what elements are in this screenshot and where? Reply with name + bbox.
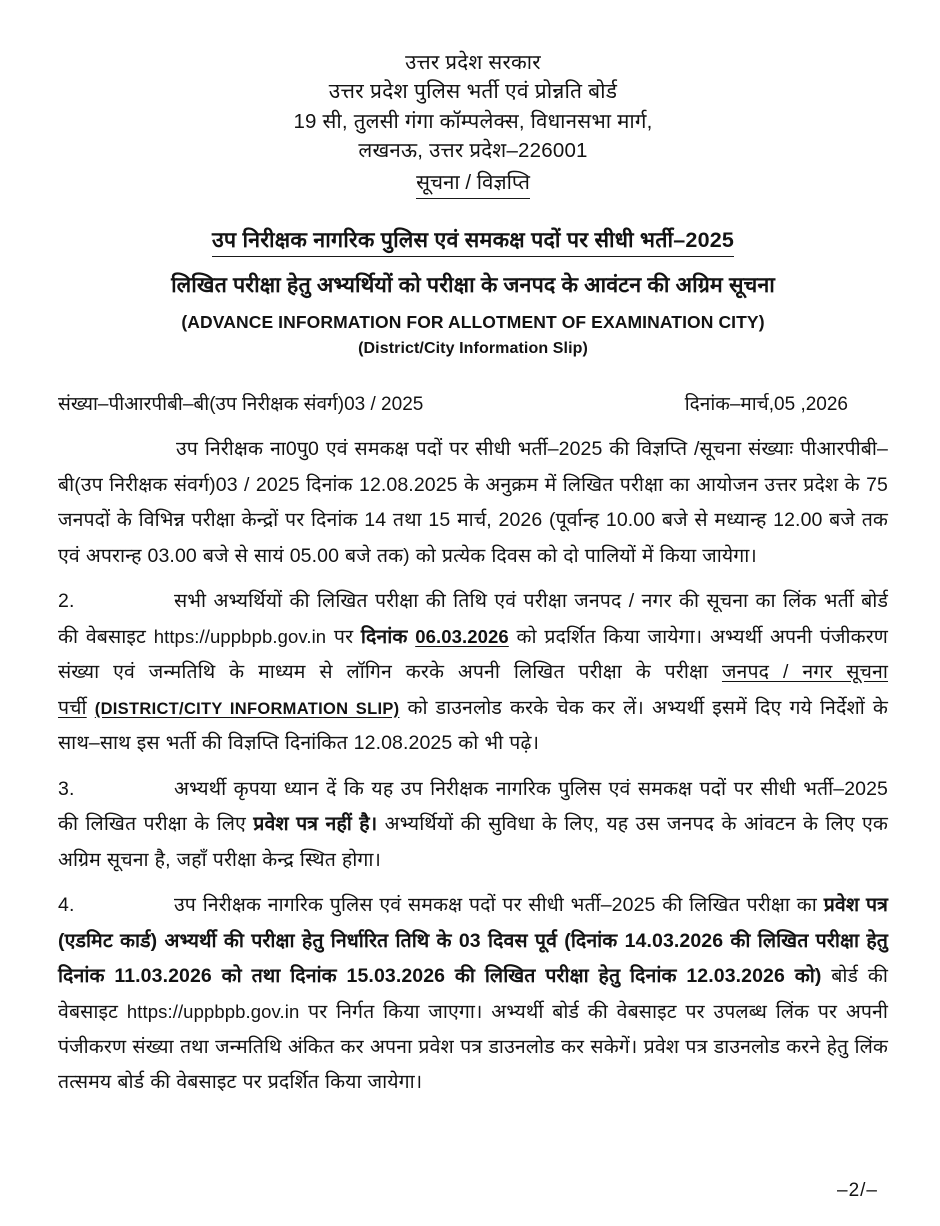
- masthead-government-name: उत्तर प्रदेश सरकार: [405, 51, 541, 74]
- paragraph-3-text-a: अभ्यर्थी कृपया ध्यान दें कि यह उप निरीक्षक नागरिक पुलिस एवं समकक्ष पदों पर सीधी भर्ती–2025 की लिखित परीक्षा के लिए: [58, 777, 888, 836]
- title-subtitle: लिखित परीक्षा हेतु अभ्यर्थियों को परीक्षा के जनपद के आवंटन की अग्रिम सूचना: [171, 273, 775, 298]
- paragraph-4-text-c: पर निर्गत किया जाएगा। अभ्यर्थी बोर्ड की वेबसाइट पर उपलब्ध लिंक पर अपनी पंजीकरण संख्या तथा जन्मतिथि अंकित कर अपना प्रवेश पत्र डाउनलोड कर सकेगें। प्रवेश पत्र डाउनलोड करने हेतु लिंक तत्समय बोर्ड की वेबसाइट पर प्रदर्शित किया जायेगा।: [58, 1000, 888, 1094]
- masthead-city-pin: लखनऊ, उत्तर प्रदेश–226001: [358, 139, 588, 163]
- slip-publish-date-label: दिनांक: [360, 625, 408, 648]
- paragraph-2-number: 2.: [58, 590, 75, 613]
- reference-number: संख्या–पीआरपीबी–बी(उप निरीक्षक संवर्ग)03 / 2025: [58, 394, 424, 416]
- paragraph-2-text-d: को डाउनलोड करके चेक कर लें। अभ्यर्थी इसमें दिए गये निर्देशों के साथ–साथ इस भर्ती की विज्ञप्ति दिनांकित 12.08.2025 को भी पढ़े।: [58, 696, 888, 755]
- title-block: [58, 225, 888, 358]
- paragraph-3-text-b: अभ्यर्थियों की सुविधा के लिए, यह उस जनपद के आंवटन के लिए एक अग्रिम सूचना है, जहॉं परीक्षा केन्द्र स्थित होगा।: [58, 813, 888, 871]
- admit-card-release-schedule: प्रवेश पत्र (एडमिट कार्ड) अभ्यर्थी की परीक्षा हेतु निर्धारित तिथि के 03 दिवस पूर्व (दिनांक 14.03.2026 की लिखित परीक्षा हेतु दिनांक 11.03.2026 को तथा दिनांक 15.03.2026 की लिखित परीक्षा हेतु दिनांक 12.03.2026 को): [58, 894, 888, 988]
- paragraph-4-number: 4.: [58, 894, 75, 917]
- title-english-sub: (District/City Information Slip): [358, 340, 588, 358]
- paragraph-1: [58, 432, 888, 574]
- paragraph-3-number: 3.: [58, 777, 75, 800]
- not-admit-card-notice: प्रवेश पत्र नहीं है।: [253, 813, 378, 836]
- masthead-address-line: 19 सी, तुलसी गंगा कॉम्पलेक्स, विधानसभा मार्ग,: [293, 109, 653, 133]
- masthead-notice-label: सूचना / विज्ञप्ति: [416, 168, 530, 199]
- paragraph-4-text-b: बोर्ड की वेबसाइट: [58, 965, 888, 1023]
- paragraph-2-text-b: पर: [326, 625, 361, 648]
- page-title: उप निरीक्षक नागरिक पुलिस एवं समकक्ष पदों पर सीधी भर्ती–2025: [212, 225, 734, 257]
- masthead: [58, 48, 888, 199]
- masthead-board-name: उत्तर प्रदेश पुलिस भर्ती एवं प्रोन्नति बोर्ड: [328, 80, 618, 104]
- title-english: (ADVANCE INFORMATION FOR ALLOTMENT OF EXAMINATION CITY): [181, 312, 765, 333]
- document-body: [58, 432, 888, 1101]
- slip-name-english: (DISTRICT/CITY INFORMATION SLIP): [94, 699, 400, 718]
- slip-publish-date-value: 06.03.2026: [415, 625, 509, 647]
- paragraph-1-text: उप निरीक्षक ना0पु0 एवं समकक्ष पदों पर सीधी भर्ती–2025 की विज्ञप्ति /सूचना संख्याः पीआरपीबी–बी(उप निरीक्षक संवर्ग)03 / 2025 दिनांक 12.08.2025 के अनुक्रम में लिखित परीक्षा का आयोजन उत्तर प्रदेश के 75 जनपदों के विभिन्न परीक्षा केन्द्रों पर दिनांक 14 तथा 15 मार्च, 2026 (पूर्वान्ह 10.00 बजे से मध्यान्ह 12.00 बजे तक एवं अपरान्ह 03.00 बजे से सायं 05.00 बजे तक) को प्रत्येक दिवस को दो पालियों में किया जायेगा।: [58, 438, 888, 567]
- paragraph-2: [58, 584, 888, 761]
- reference-date: दिनांक–मार्च,05 ,2026: [684, 394, 848, 416]
- paragraph-2-text-c: को प्रदर्शित किया जायेगा। अभ्यर्थी अपनी पंजीकरण संख्या एवं जन्मतिथि के माध्यम से लॉगिन करके अपनी लिखित परीक्षा के परीक्षा: [58, 625, 888, 684]
- board-website-link-1[interactable]: https://uppbpb.gov.in: [153, 625, 327, 647]
- paragraph-4-text-a: उप निरीक्षक नागरिक पुलिस एवं समकक्ष पदों पर सीधी भर्ती–2025 की लिखित परीक्षा का: [174, 894, 824, 917]
- reference-row: [58, 390, 888, 416]
- paragraph-3: [58, 772, 888, 878]
- paragraph-4: [58, 888, 888, 1101]
- paragraph-2-text-a: सभी अभ्यर्थियों की लिखित परीक्षा की तिथि एवं परीक्षा जनपद / नगर की सूचना का लिंक भर्ती बोर्ड की वेबसाइट: [58, 590, 888, 648]
- slip-name-hindi: जनपद / नगर सूचना पर्ची: [58, 661, 889, 719]
- board-website-link-2[interactable]: https://uppbpb.gov.in: [126, 1000, 300, 1022]
- page-number-marker: –2/–: [837, 1180, 878, 1201]
